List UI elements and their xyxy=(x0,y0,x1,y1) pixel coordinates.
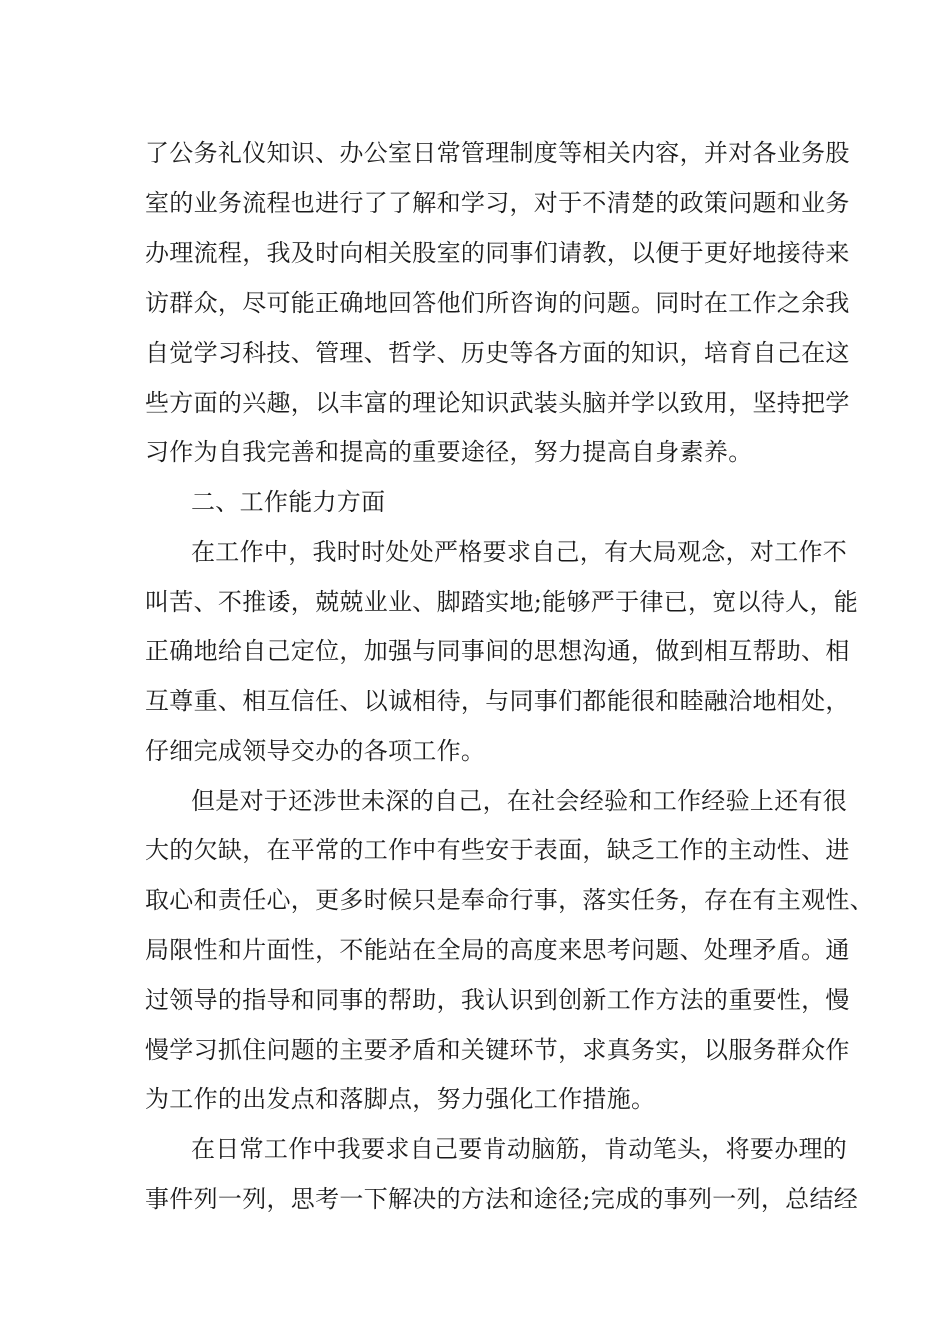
text-line: 局限性和片面性，不能站在全局的高度来思考问题、处理矛盾。通 xyxy=(145,936,850,964)
paragraph-first-line: 在日常工作中我要求自己要肯动脑筋，肯动笔头，将要办理的 xyxy=(191,1135,848,1163)
text-line: 正确地给自己定位，加强与同事间的思想沟通，做到相互帮助、相 xyxy=(145,637,850,665)
text-line: 自觉学习科技、管理、哲学、历史等各方面的知识，培育自己在这 xyxy=(145,339,850,367)
text-line: 大的欠缺，在平常的工作中有些安于表面，缺乏工作的主动性、进 xyxy=(145,836,850,864)
text-line: 访群众，尽可能正确地回答他们所咨询的问题。同时在工作之余我 xyxy=(145,289,850,317)
paragraph-first-line: 但是对于还涉世未深的自己，在社会经验和工作经验上还有很 xyxy=(191,787,848,815)
text-line: 过领导的指导和同事的帮助，我认识到创新工作方法的重要性，慢 xyxy=(145,986,850,1014)
text-line: 仔细完成领导交办的各项工作。 xyxy=(145,737,486,765)
text-line: 取心和责任心，更多时候只是奉命行事，落实任务，存在有主观性、 xyxy=(145,886,874,914)
paragraph-first-line: 在工作中，我时时处处严格要求自己，有大局观念，对工作不 xyxy=(191,538,848,566)
text-line: 为工作的出发点和落脚点，努力强化工作措施。 xyxy=(145,1085,656,1113)
text-line: 办理流程，我及时向相关股室的同事们请教，以便于更好地接待来 xyxy=(145,239,850,267)
text-line: 习作为自我完善和提高的重要途径，努力提高自身素养。 xyxy=(145,438,753,466)
text-line: 慢学习抓住问题的主要矛盾和关键环节，求真务实，以服务群众作 xyxy=(145,1036,850,1064)
text-line: 些方面的兴趣，以丰富的理论知识武装头脑并学以致用，坚持把学 xyxy=(145,389,850,417)
text-line: 了公务礼仪知识、办公室日常管理制度等相关内容，并对各业务股 xyxy=(145,139,850,167)
text-line: 互尊重、相互信任、以诚相待，与同事们都能很和睦融洽地相处， xyxy=(145,687,850,715)
text-line: 事件列一列，思考一下解决的方法和途径;完成的事列一列，总结经 xyxy=(145,1185,859,1213)
text-line: 叫苦、不推诿，兢兢业业、脚踏实地;能够严于律已，宽以待人，能 xyxy=(145,588,859,616)
section-heading: 二、工作能力方面 xyxy=(191,488,386,516)
text-line: 室的业务流程也进行了了解和学习，对于不清楚的政策问题和业务 xyxy=(145,189,850,217)
